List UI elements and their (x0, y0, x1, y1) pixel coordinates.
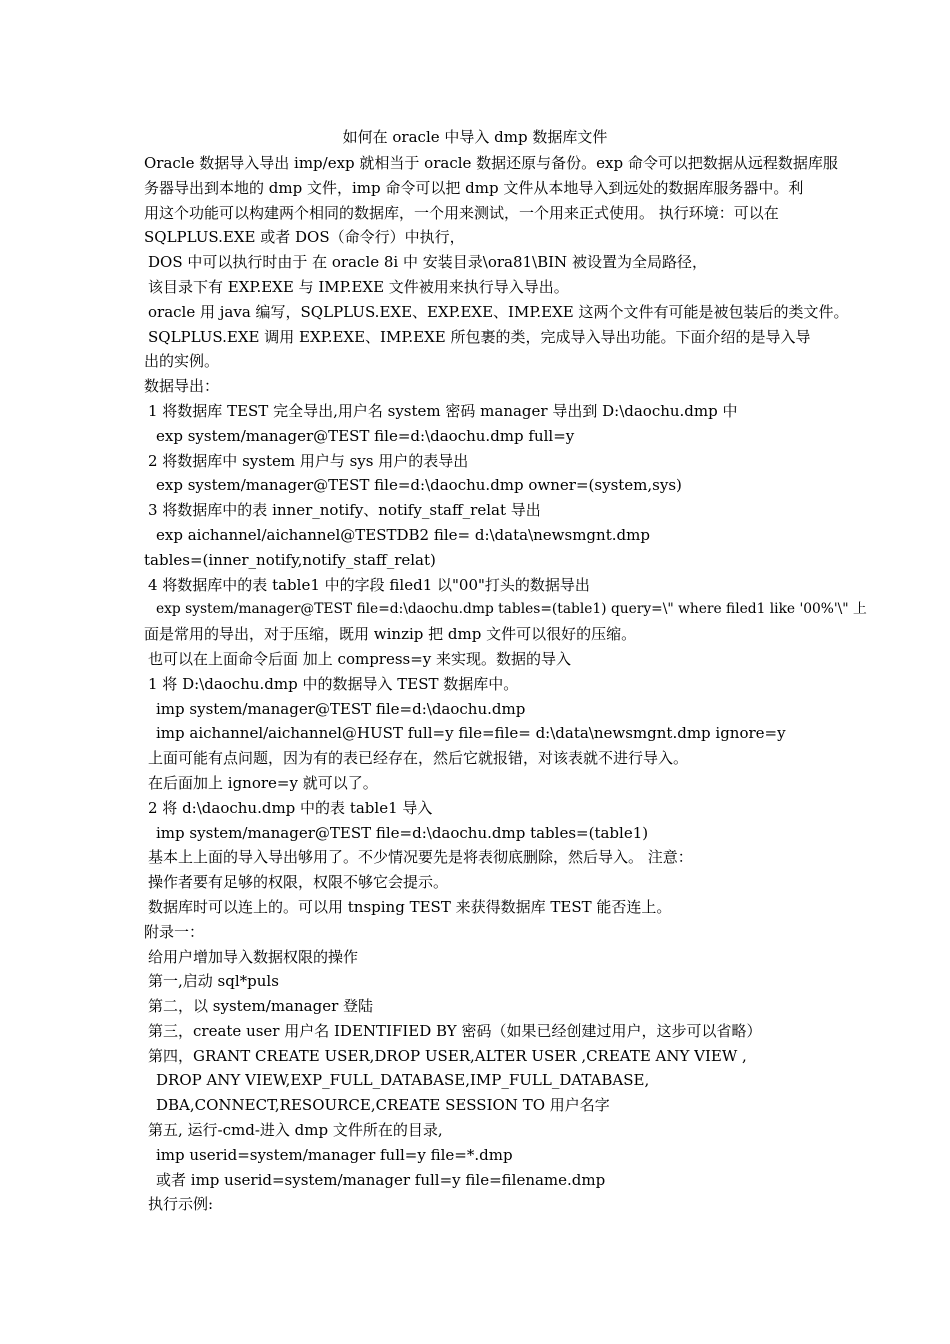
text-line: 4 将数据库中的表 table1 中的字段 filed1 以"00"打头的数据导出 (148, 575, 590, 594)
text-line: oracle 用 java 编写，SQLPLUS.EXE、EXP.EXE、IMP.EXE 这两个文件有可能是被包装后的类文件。 (148, 302, 849, 321)
text-line: DROP ANY VIEW,EXP_FULL_DATABASE,IMP_FULL_DATABASE, (156, 1071, 650, 1090)
text-line: 也可以在上面命令后面 加上 compress=y 来实现。数据的导入 (148, 649, 572, 668)
text-line: 执行示例: (148, 1195, 214, 1214)
text-line: imp system/manager@TEST file=d:\daochu.dmp (156, 699, 526, 718)
text-line: SQLPLUS.EXE 或者 DOS（命令行）中执行， (144, 228, 465, 247)
text-line: 2 将数据库中 system 用户与 sys 用户的表导出 (148, 451, 469, 470)
text-line: exp system/manager@TEST file=d:\daochu.dmp full=y (156, 426, 575, 445)
text-line: 出的实例。 (144, 352, 220, 371)
text-line: imp system/manager@TEST file=d:\daochu.dmp tables=(table1) (156, 823, 649, 842)
text-line: 1 将数据库 TEST 完全导出,用户名 system 密码 manager 导出到 D:\daochu.dmp 中 (148, 401, 738, 420)
text-line: 基本上上面的导入导出够用了。不少情况要先是将表彻底删除，然后导入。 注意： (148, 848, 693, 867)
text-line: 面是常用的导出，对于压缩，既用 winzip 把 dmp 文件可以很好的压缩。 (144, 625, 637, 644)
text-line: imp aichannel/aichannel@HUST full=y file=file= d:\data\newsmgnt.dmp ignore=y (156, 724, 786, 743)
text-line: 操作者要有足够的权限，权限不够它会提示。 (148, 873, 449, 892)
document-body (144, 151, 874, 1217)
text-line: 上面可能有点问题，因为有的表已经存在，然后它就报错，对该表就不进行导入。 (148, 749, 689, 768)
text-line: 或者 imp userid=system/manager full=y file=filename.dmp (156, 1170, 606, 1189)
text-line: 第二，以 system/manager 登陆 (148, 997, 374, 1016)
text-line: 1 将 D:\daochu.dmp 中的数据导入 TEST 数据库中。 (148, 674, 519, 693)
text-line: 第五, 运行-cmd-进入 dmp 文件所在的目录, (148, 1121, 443, 1140)
text-line: tables=(inner_notify,notify_staff_relat) (144, 550, 436, 569)
text-line: 该目录下有 EXP.EXE 与 IMP.EXE 文件被用来执行导入导出。 (148, 277, 569, 296)
text-line: exp system/manager@TEST file=d:\daochu.dmp owner=(system,sys) (156, 476, 682, 495)
text-line: 第四，GRANT CREATE USER,DROP USER,ALTER USER ,CREATE ANY VIEW , (148, 1046, 747, 1065)
text-line: 3 将数据库中的表 inner_notify、notify_staff_relat 导出 (148, 501, 541, 520)
text-line: Oracle 数据导入导出 imp/exp 就相当于 oracle 数据还原与备份。exp 命令可以把数据从远程数据库服 (144, 154, 838, 172)
text-line: 第三，create user 用户名 IDENTIFIED BY 密码（如果已经创建过用户，这步可以省略） (148, 1021, 762, 1040)
text-line: DBA,CONNECT,RESOURCE,CREATE SESSION TO 用户名字 (156, 1096, 610, 1115)
text-line: 用这个功能可以构建两个相同的数据库，一个用来测试，一个用来正式使用。 执行环境：可以在 (144, 203, 779, 222)
text-line: exp system/manager@TEST file=d:\daochu.dmp tables=(table1) query=\" where filed1 like '00%'\" 上 (156, 601, 867, 618)
document-title: 如何在 oracle 中导入 dmp 数据库文件 (342, 128, 608, 146)
text-line: 数据库时可以连上的。可以用 tnsping TEST 来获得数据库 TEST 能否连上。 (148, 897, 672, 916)
text-line: 给用户增加导入数据权限的操作 (148, 947, 359, 966)
text-line: SQLPLUS.EXE 调用 EXP.EXE、IMP.EXE 所包裹的类，完成导入导出功能。下面介绍的是导入导 (148, 327, 811, 346)
text-line: DOS 中可以执行时由于 在 oracle 8i 中 安装目录\ora81\BIN 被设置为全局路径， (148, 253, 707, 272)
text-line: 附录一： (144, 922, 205, 941)
text-line: 在后面加上 ignore=y 就可以了。 (148, 773, 378, 792)
text-line: 2 将 d:\daochu.dmp 中的表 table1 导入 (148, 798, 433, 817)
text-line: imp userid=system/manager full=y file=*.dmp (156, 1145, 513, 1164)
text-line: exp aichannel/aichannel@TESTDB2 file= d:\data\newsmgnt.dmp (156, 525, 650, 544)
text-line: 务器导出到本地的 dmp 文件，imp 命令可以把 dmp 文件从本地导入到远处的数据库服务器中。利 (144, 178, 804, 197)
text-line: 数据导出： (144, 377, 220, 396)
text-line: 第一,启动 sql*puls (148, 972, 279, 991)
